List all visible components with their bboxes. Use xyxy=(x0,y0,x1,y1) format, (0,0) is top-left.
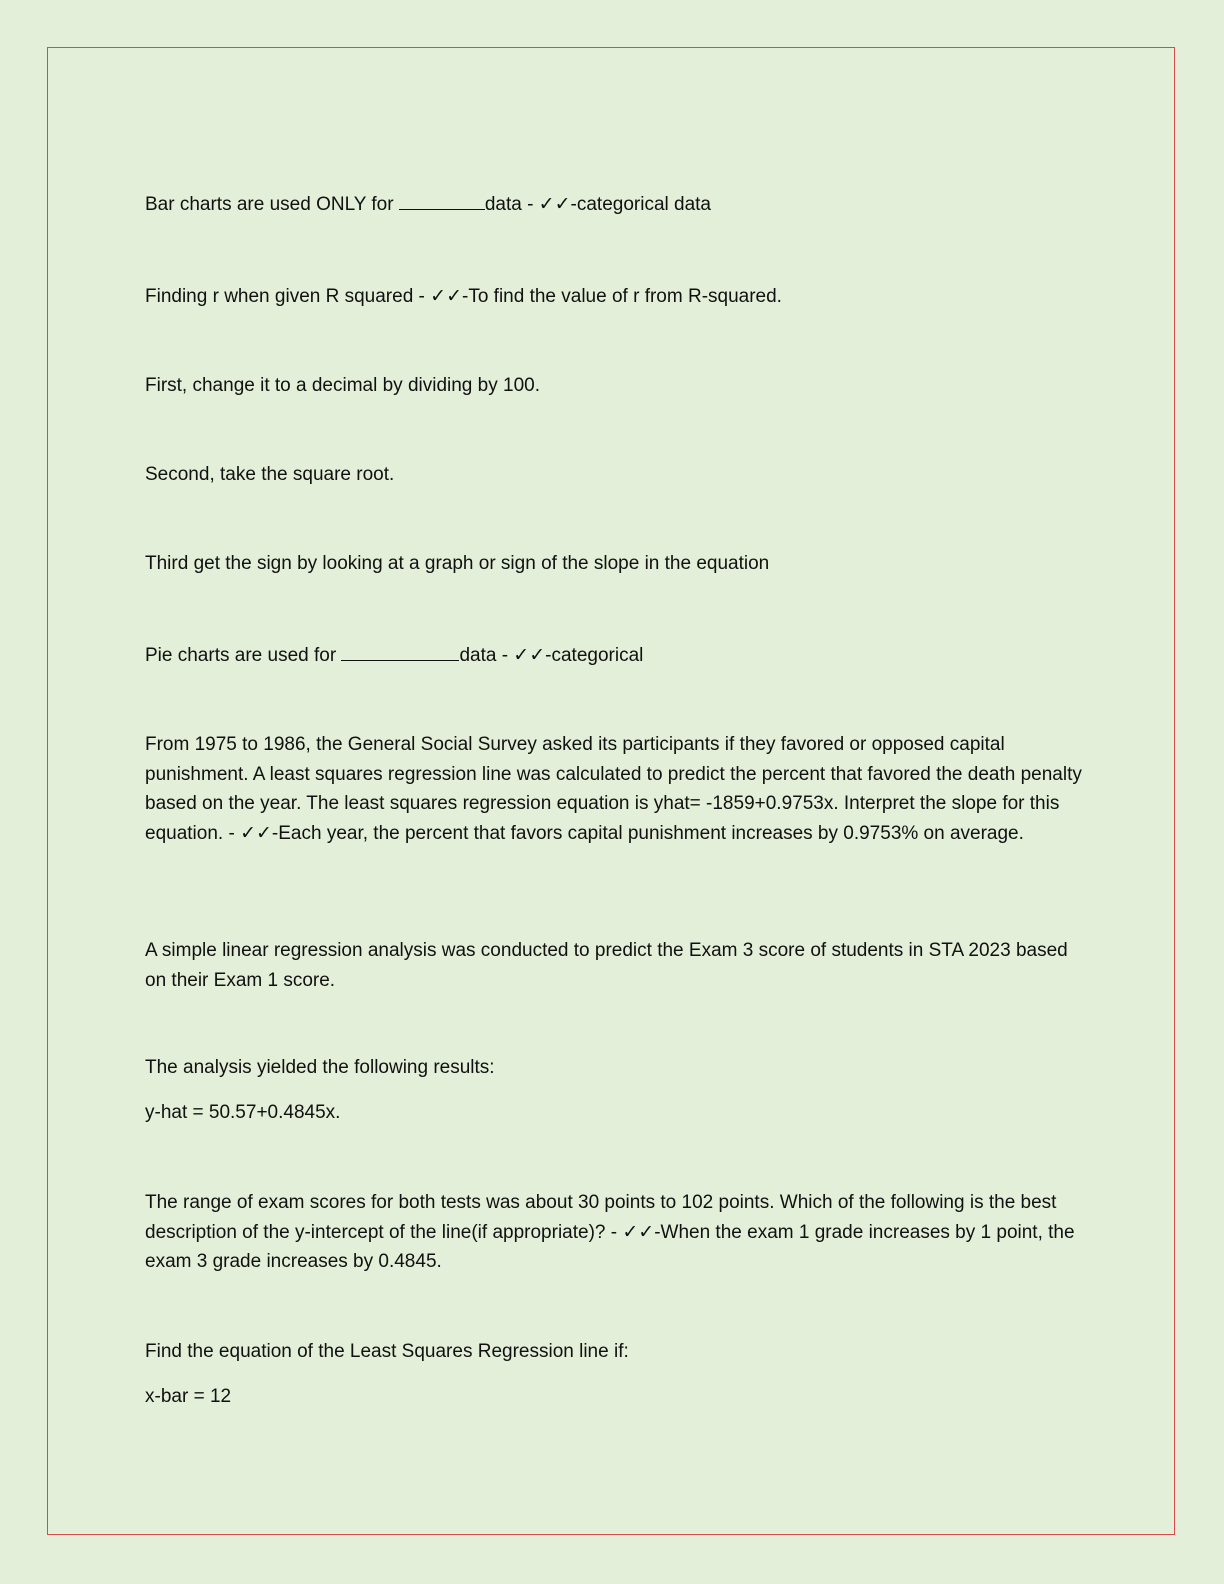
paragraph-text-after: data - ✓✓-categorical xyxy=(459,645,644,666)
fill-in-blank xyxy=(399,191,485,210)
paragraph-exam-range: The range of exam scores for both tests was about 30 points to 102 points. Which of the following is the best description of the y-intercept of the line(if appropriate)? - ✓✓-When the exam 1 grade increases by 1 point, the exam 3 grade increases by 0.4845. xyxy=(145,1192,1075,1272)
paragraph-second-step: Second, take the square root. xyxy=(145,464,395,485)
fill-in-blank xyxy=(341,642,459,661)
paragraph-finding-r: Finding r when given R squared - ✓✓-To find the value of r from R-squared. xyxy=(145,286,782,307)
paragraph-capital-punishment: From 1975 to 1986, the General Social Survey asked its participants if they favored or opposed capital punishment. A least squares regression line was calculated to predict the percent that favored the death penalty based on the year. The least squares regression equation is yhat= -1859+0.9753x. Interpret the slope for this equation. - ✓✓-Each year, the percent that favors capital punishment increases by 0.9753% on average. xyxy=(145,734,1082,844)
paragraph-analysis-results: The analysis yielded the following results: xyxy=(145,1057,495,1078)
paragraph-text-before: Bar charts are used ONLY for xyxy=(145,194,399,215)
paragraph-first-step: First, change it to a decimal by dividing by 100. xyxy=(145,375,540,396)
paragraph-pie-charts xyxy=(145,641,1090,671)
paragraph-text-before: Pie charts are used for xyxy=(145,645,342,666)
paragraph-bar-charts xyxy=(145,190,1090,220)
paragraph-x-bar: x-bar = 12 xyxy=(145,1386,232,1407)
paragraph-text-after: data - ✓✓-categorical data xyxy=(484,194,711,215)
paragraph-find-equation: Find the equation of the Least Squares Regression line if: xyxy=(145,1341,629,1362)
paragraph-third-step: Third get the sign by looking at a graph or sign of the slope in the equation xyxy=(145,553,770,574)
paragraph-yhat-equation: y-hat = 50.57+0.4845x. xyxy=(145,1102,341,1123)
paragraph-regression-analysis: A simple linear regression analysis was conducted to predict the Exam 3 score of students in STA 2023 based on their Exam 1 score. xyxy=(145,940,1068,991)
